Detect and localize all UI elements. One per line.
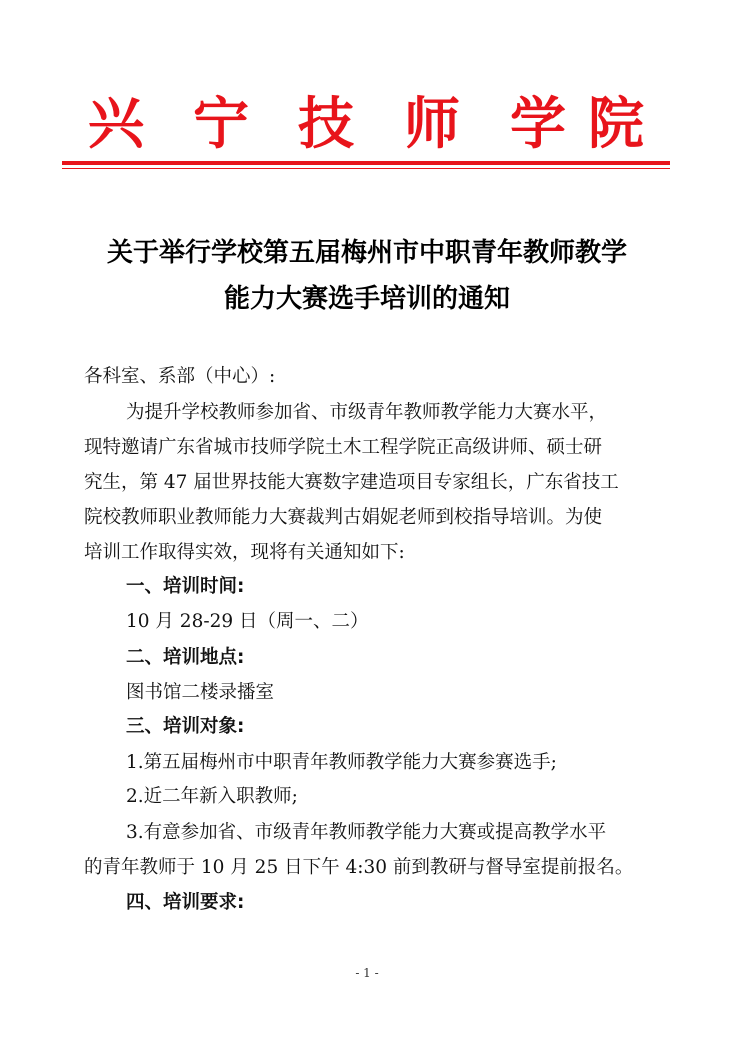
- school-name-char: 技: [298, 91, 354, 157]
- target-item-1: 1.第五届梅州市中职青年教师教学能力大赛参赛选手;: [126, 752, 557, 773]
- body-line-3: 究生，第 47 届世界技能大赛数字建造项目专家组长，广东省技工: [84, 472, 619, 493]
- target-item-3: 3.有意参加省、市级青年教师教学能力大赛或提高教学水平: [126, 822, 607, 843]
- header-rule-thin: [62, 168, 670, 169]
- salutation: 各科室、系部（中心）:: [84, 366, 276, 387]
- target-item-3-continued: 的青年教师于 10 月 25 日下午 4:30 前到教研与督导室提前报名。: [84, 857, 634, 878]
- section-heading-requirements: 四、培训要求:: [126, 892, 245, 913]
- section-heading-place: 二、培训地点:: [126, 647, 245, 668]
- training-time-value: 10 月 28-29 日（周一、二）: [126, 611, 369, 632]
- section-heading-time: 一、培训时间:: [126, 576, 245, 597]
- school-name-char: 宁: [193, 91, 249, 157]
- body-line-5: 培训工作取得实效，现将有关通知如下:: [84, 542, 405, 563]
- page-number: - 1 -: [355, 966, 379, 980]
- document-title-line-2: 能力大赛选手培训的通知: [223, 284, 510, 314]
- document-title-line-1: 关于举行学校第五届梅州市中职青年教师教学: [106, 238, 627, 268]
- body-line-4: 院校教师职业教师能力大赛裁判古娟妮老师到校指导培训。为使: [84, 507, 603, 528]
- school-name-char: 学: [510, 91, 566, 157]
- school-name-char: 院: [588, 91, 644, 157]
- target-item-2: 2.近二年新入职教师;: [126, 786, 298, 807]
- school-name-char: 兴: [88, 91, 144, 157]
- header-rule-thick: [62, 161, 670, 165]
- school-name-char: 师: [404, 91, 460, 157]
- section-heading-target: 三、培训对象:: [126, 716, 245, 737]
- school-name-heading: [88, 86, 648, 166]
- body-line-1: 为提升学校教师参加省、市级青年教师教学能力大赛水平，: [126, 402, 608, 423]
- body-line-2: 现特邀请广东省城市技师学院土木工程学院正高级讲师、硕士研: [84, 437, 603, 458]
- training-place-value: 图书馆二楼录播室: [126, 682, 275, 703]
